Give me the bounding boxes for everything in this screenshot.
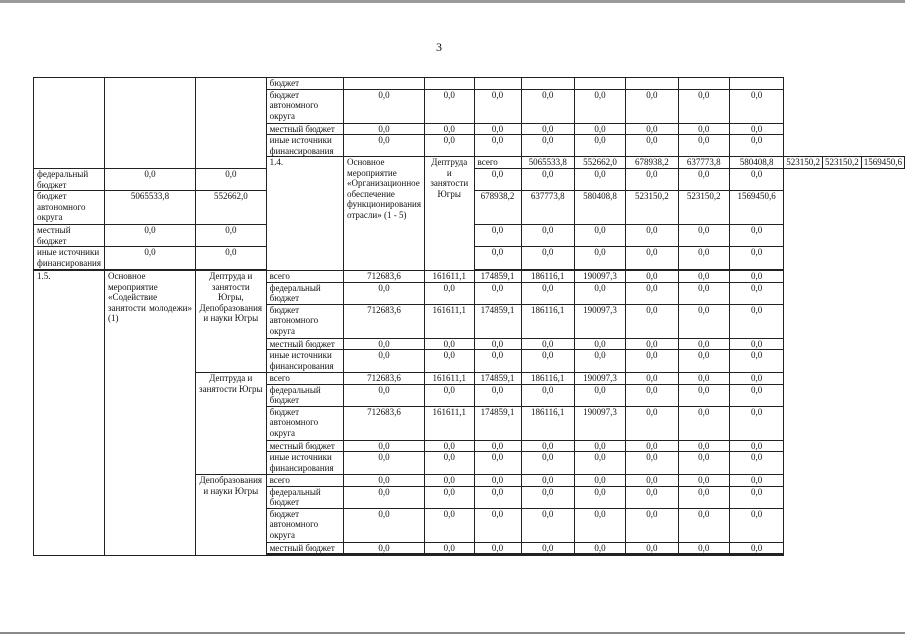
amount-cell: 0,0 xyxy=(729,282,783,304)
amount-cell: 0,0 xyxy=(521,486,574,508)
funding-source-cell: иные источники финансирования xyxy=(34,247,105,270)
funding-source-cell: иные источники финансирования xyxy=(266,452,343,475)
amount-cell: 0,0 xyxy=(626,350,679,373)
amount-cell: 0,0 xyxy=(344,282,425,304)
amount-cell: 0,0 xyxy=(729,508,783,542)
amount-cell: 0,0 xyxy=(574,225,625,247)
amount-cell xyxy=(424,78,474,90)
amount-cell: 552662,0 xyxy=(574,157,625,169)
funding-source-cell: бюджет автономного округа xyxy=(266,406,343,440)
amount-cell: 0,0 xyxy=(521,135,574,157)
amount-cell: 0,0 xyxy=(474,89,521,123)
amount-cell: 0,0 xyxy=(104,247,195,270)
amount-cell: 0,0 xyxy=(574,247,625,270)
amount-cell xyxy=(344,78,425,90)
amount-cell: 0,0 xyxy=(344,475,425,487)
amount-cell: 0,0 xyxy=(521,225,574,247)
amount-cell xyxy=(729,555,783,556)
amount-cell: 580408,8 xyxy=(574,191,625,225)
row-number-cell: 1.4. xyxy=(266,157,343,271)
scan-top-edge xyxy=(0,0,905,3)
amount-cell: 0,0 xyxy=(521,475,574,487)
funding-source-cell: бюджет xyxy=(266,78,343,90)
amount-cell: 0,0 xyxy=(474,338,521,350)
amount-cell: 0,0 xyxy=(521,542,574,554)
amount-cell: 0,0 xyxy=(474,508,521,542)
amount-cell: 0,0 xyxy=(574,350,625,373)
amount-cell: 0,0 xyxy=(574,89,625,123)
amount-cell: 0,0 xyxy=(729,89,783,123)
amount-cell: 174859,1 xyxy=(474,406,521,440)
amount-cell: 161611,1 xyxy=(424,271,474,283)
executor-cell xyxy=(196,78,267,169)
amount-cell: 0,0 xyxy=(626,475,679,487)
amount-cell: 0,0 xyxy=(344,452,425,475)
amount-cell: 174859,1 xyxy=(474,373,521,385)
amount-cell: 0,0 xyxy=(626,373,679,385)
amount-cell: 0,0 xyxy=(474,542,521,554)
funding-source-cell xyxy=(266,555,343,556)
activity-name-cell: Основное мероприятие «Организационное обеспечение функционирования отрасли» (1 - 5) xyxy=(344,157,425,271)
amount-cell: 0,0 xyxy=(678,373,729,385)
amount-cell: 0,0 xyxy=(424,384,474,406)
amount-cell: 580408,8 xyxy=(729,157,783,169)
amount-cell: 0,0 xyxy=(626,271,679,283)
amount-cell: 190097,3 xyxy=(574,271,625,283)
table-row xyxy=(34,271,905,283)
executor-cell: Дептруда и занятости Югры xyxy=(424,157,474,271)
amount-cell: 161611,1 xyxy=(424,406,474,440)
amount-cell: 0,0 xyxy=(678,350,729,373)
amount-cell: 0,0 xyxy=(678,271,729,283)
amount-cell: 0,0 xyxy=(626,338,679,350)
amount-cell: 0,0 xyxy=(344,486,425,508)
amount-cell: 0,0 xyxy=(474,350,521,373)
amount-cell: 0,0 xyxy=(626,452,679,475)
amount-cell: 0,0 xyxy=(474,169,521,191)
amount-cell: 0,0 xyxy=(344,350,425,373)
amount-cell: 186116,1 xyxy=(521,406,574,440)
executor-cell: Дептруда и занятости Югры, Депобразования и науки Югры xyxy=(196,271,267,373)
activity-name-cell xyxy=(104,78,195,169)
amount-cell: 0,0 xyxy=(678,282,729,304)
amount-cell: 0,0 xyxy=(521,282,574,304)
amount-cell: 0,0 xyxy=(678,225,729,247)
amount-cell: 0,0 xyxy=(474,123,521,135)
amount-cell: 0,0 xyxy=(574,542,625,554)
amount-cell: 0,0 xyxy=(574,440,625,452)
amount-cell: 0,0 xyxy=(626,225,679,247)
amount-cell: 712683,6 xyxy=(344,271,425,283)
amount-cell xyxy=(574,78,625,90)
amount-cell xyxy=(729,78,783,90)
amount-cell: 0,0 xyxy=(729,271,783,283)
amount-cell: 0,0 xyxy=(574,282,625,304)
budget-table xyxy=(33,77,905,556)
amount-cell xyxy=(344,555,425,556)
amount-cell: 0,0 xyxy=(474,384,521,406)
amount-cell: 0,0 xyxy=(626,123,679,135)
amount-cell: 0,0 xyxy=(678,304,729,338)
amount-cell: 0,0 xyxy=(574,169,625,191)
amount-cell: 0,0 xyxy=(729,384,783,406)
amount-cell: 0,0 xyxy=(729,475,783,487)
amount-cell: 0,0 xyxy=(344,384,425,406)
amount-cell xyxy=(678,555,729,556)
amount-cell: 0,0 xyxy=(574,486,625,508)
amount-cell: 0,0 xyxy=(729,123,783,135)
funding-source-cell: федеральный бюджет xyxy=(266,384,343,406)
amount-cell: 0,0 xyxy=(729,135,783,157)
amount-cell: 552662,0 xyxy=(196,191,267,225)
row-number-cell xyxy=(34,78,105,169)
amount-cell: 0,0 xyxy=(344,338,425,350)
amount-cell: 161611,1 xyxy=(424,304,474,338)
page-number: 3 xyxy=(436,40,442,54)
funding-source-cell: бюджет автономного округа xyxy=(266,508,343,542)
amount-cell: 523150,2 xyxy=(823,157,862,169)
amount-cell: 0,0 xyxy=(574,338,625,350)
amount-cell xyxy=(521,78,574,90)
amount-cell: 0,0 xyxy=(678,169,729,191)
amount-cell: 0,0 xyxy=(521,338,574,350)
amount-cell: 0,0 xyxy=(729,440,783,452)
amount-cell xyxy=(678,78,729,90)
amount-cell: 0,0 xyxy=(678,89,729,123)
amount-cell: 0,0 xyxy=(521,169,574,191)
amount-cell: 0,0 xyxy=(196,247,267,270)
amount-cell xyxy=(424,555,474,556)
amount-cell: 0,0 xyxy=(678,486,729,508)
amount-cell: 0,0 xyxy=(474,225,521,247)
amount-cell: 0,0 xyxy=(574,135,625,157)
amount-cell: 0,0 xyxy=(626,89,679,123)
funding-source-cell: всего xyxy=(266,475,343,487)
amount-cell: 0,0 xyxy=(424,440,474,452)
amount-cell: 0,0 xyxy=(678,247,729,270)
amount-cell: 0,0 xyxy=(729,350,783,373)
amount-cell: 0,0 xyxy=(626,542,679,554)
amount-cell: 0,0 xyxy=(729,225,783,247)
amount-cell: 0,0 xyxy=(424,350,474,373)
amount-cell: 0,0 xyxy=(574,123,625,135)
amount-cell xyxy=(474,78,521,90)
amount-cell: 186116,1 xyxy=(521,373,574,385)
amount-cell: 0,0 xyxy=(678,542,729,554)
funding-source-cell: местный бюджет xyxy=(266,542,343,554)
amount-cell xyxy=(574,555,625,556)
amount-cell: 0,0 xyxy=(474,475,521,487)
amount-cell: 0,0 xyxy=(474,282,521,304)
funding-source-cell: местный бюджет xyxy=(34,225,105,247)
funding-source-cell: федеральный бюджет xyxy=(34,169,105,191)
amount-cell: 0,0 xyxy=(626,169,679,191)
funding-source-cell: иные источники финансирования xyxy=(266,350,343,373)
funding-source-cell: бюджет автономного округа xyxy=(266,304,343,338)
amount-cell: 0,0 xyxy=(424,282,474,304)
amount-cell: 0,0 xyxy=(626,486,679,508)
amount-cell: 0,0 xyxy=(574,452,625,475)
amount-cell: 0,0 xyxy=(574,384,625,406)
amount-cell: 0,0 xyxy=(678,123,729,135)
amount-cell: 0,0 xyxy=(344,440,425,452)
amount-cell: 0,0 xyxy=(729,373,783,385)
amount-cell xyxy=(474,555,521,556)
amount-cell: 190097,3 xyxy=(574,304,625,338)
amount-cell: 712683,6 xyxy=(344,406,425,440)
amount-cell: 0,0 xyxy=(678,508,729,542)
amount-cell: 0,0 xyxy=(678,452,729,475)
amount-cell: 0,0 xyxy=(474,135,521,157)
funding-source-cell: иные источники финансирования xyxy=(266,135,343,157)
amount-cell: 1569450,6 xyxy=(729,191,783,225)
amount-cell: 0,0 xyxy=(474,452,521,475)
amount-cell: 5065533,8 xyxy=(521,157,574,169)
amount-cell: 0,0 xyxy=(474,486,521,508)
amount-cell: 0,0 xyxy=(729,169,783,191)
amount-cell: 0,0 xyxy=(344,508,425,542)
table-row xyxy=(34,78,905,90)
amount-cell: 0,0 xyxy=(626,406,679,440)
amount-cell: 0,0 xyxy=(424,542,474,554)
amount-cell: 0,0 xyxy=(729,486,783,508)
amount-cell: 0,0 xyxy=(424,123,474,135)
amount-cell: 0,0 xyxy=(521,350,574,373)
amount-cell: 0,0 xyxy=(521,123,574,135)
amount-cell: 0,0 xyxy=(574,475,625,487)
amount-cell: 0,0 xyxy=(344,135,425,157)
amount-cell: 161611,1 xyxy=(424,373,474,385)
amount-cell: 0,0 xyxy=(678,406,729,440)
amount-cell: 678938,2 xyxy=(474,191,521,225)
amount-cell: 0,0 xyxy=(474,440,521,452)
funding-source-cell: всего xyxy=(266,373,343,385)
amount-cell: 0,0 xyxy=(729,247,783,270)
amount-cell: 0,0 xyxy=(729,452,783,475)
amount-cell: 186116,1 xyxy=(521,271,574,283)
amount-cell: 0,0 xyxy=(626,384,679,406)
amount-cell: 0,0 xyxy=(196,225,267,247)
funding-source-cell: местный бюджет xyxy=(266,338,343,350)
amount-cell: 0,0 xyxy=(424,452,474,475)
amount-cell xyxy=(626,78,679,90)
amount-cell: 190097,3 xyxy=(574,406,625,440)
amount-cell: 0,0 xyxy=(474,247,521,270)
amount-cell: 712683,6 xyxy=(344,304,425,338)
amount-cell: 0,0 xyxy=(344,123,425,135)
activity-name-cell: Основное мероприятие «Содействие занятости молодежи» (1) xyxy=(104,271,195,556)
amount-cell: 0,0 xyxy=(344,89,425,123)
amount-cell: 0,0 xyxy=(626,247,679,270)
amount-cell: 0,0 xyxy=(626,304,679,338)
amount-cell: 0,0 xyxy=(424,338,474,350)
funding-source-cell: всего xyxy=(266,271,343,283)
amount-cell: 0,0 xyxy=(729,406,783,440)
funding-source-cell: федеральный бюджет xyxy=(266,282,343,304)
amount-cell: 0,0 xyxy=(678,338,729,350)
amount-cell: 0,0 xyxy=(344,542,425,554)
amount-cell: 523150,2 xyxy=(626,191,679,225)
amount-cell: 0,0 xyxy=(521,452,574,475)
executor-cell: Депобразования и науки Югры xyxy=(196,475,267,556)
amount-cell: 523150,2 xyxy=(784,157,823,169)
amount-cell: 5065533,8 xyxy=(104,191,195,225)
funding-source-cell: бюджет автономного округа xyxy=(34,191,105,225)
amount-cell: 0,0 xyxy=(626,440,679,452)
amount-cell: 174859,1 xyxy=(474,271,521,283)
amount-cell: 0,0 xyxy=(521,384,574,406)
amount-cell: 0,0 xyxy=(424,486,474,508)
funding-source-cell: бюджет автономного округа xyxy=(266,89,343,123)
amount-cell: 637773,8 xyxy=(678,157,729,169)
amount-cell: 0,0 xyxy=(196,169,267,191)
amount-cell: 186116,1 xyxy=(521,304,574,338)
amount-cell: 0,0 xyxy=(678,475,729,487)
funding-source-cell: всего xyxy=(474,157,521,169)
amount-cell: 0,0 xyxy=(521,89,574,123)
amount-cell: 0,0 xyxy=(626,135,679,157)
amount-cell: 678938,2 xyxy=(626,157,679,169)
funding-source-cell: местный бюджет xyxy=(266,440,343,452)
amount-cell xyxy=(521,555,574,556)
amount-cell: 0,0 xyxy=(729,304,783,338)
amount-cell: 1569450,6 xyxy=(861,157,904,169)
amount-cell: 0,0 xyxy=(424,89,474,123)
amount-cell: 0,0 xyxy=(521,440,574,452)
amount-cell: 0,0 xyxy=(521,247,574,270)
amount-cell: 0,0 xyxy=(626,508,679,542)
amount-cell: 190097,3 xyxy=(574,373,625,385)
amount-cell: 0,0 xyxy=(678,384,729,406)
amount-cell: 637773,8 xyxy=(521,191,574,225)
amount-cell: 0,0 xyxy=(104,169,195,191)
scan-bottom-edge xyxy=(0,632,905,634)
amount-cell: 0,0 xyxy=(521,508,574,542)
amount-cell: 0,0 xyxy=(424,508,474,542)
amount-cell: 0,0 xyxy=(678,440,729,452)
amount-cell xyxy=(626,555,679,556)
amount-cell: 523150,2 xyxy=(678,191,729,225)
amount-cell: 0,0 xyxy=(678,135,729,157)
row-number-cell: 1.5. xyxy=(34,271,105,556)
amount-cell: 0,0 xyxy=(626,282,679,304)
executor-cell: Дептруда и занятости Югры xyxy=(196,373,267,475)
funding-source-cell: федеральный бюджет xyxy=(266,486,343,508)
amount-cell: 0,0 xyxy=(104,225,195,247)
amount-cell: 712683,6 xyxy=(344,373,425,385)
amount-cell: 0,0 xyxy=(729,542,783,554)
amount-cell: 174859,1 xyxy=(474,304,521,338)
funding-source-cell: местный бюджет xyxy=(266,123,343,135)
amount-cell: 0,0 xyxy=(424,135,474,157)
amount-cell: 0,0 xyxy=(574,508,625,542)
amount-cell: 0,0 xyxy=(424,475,474,487)
amount-cell: 0,0 xyxy=(729,338,783,350)
